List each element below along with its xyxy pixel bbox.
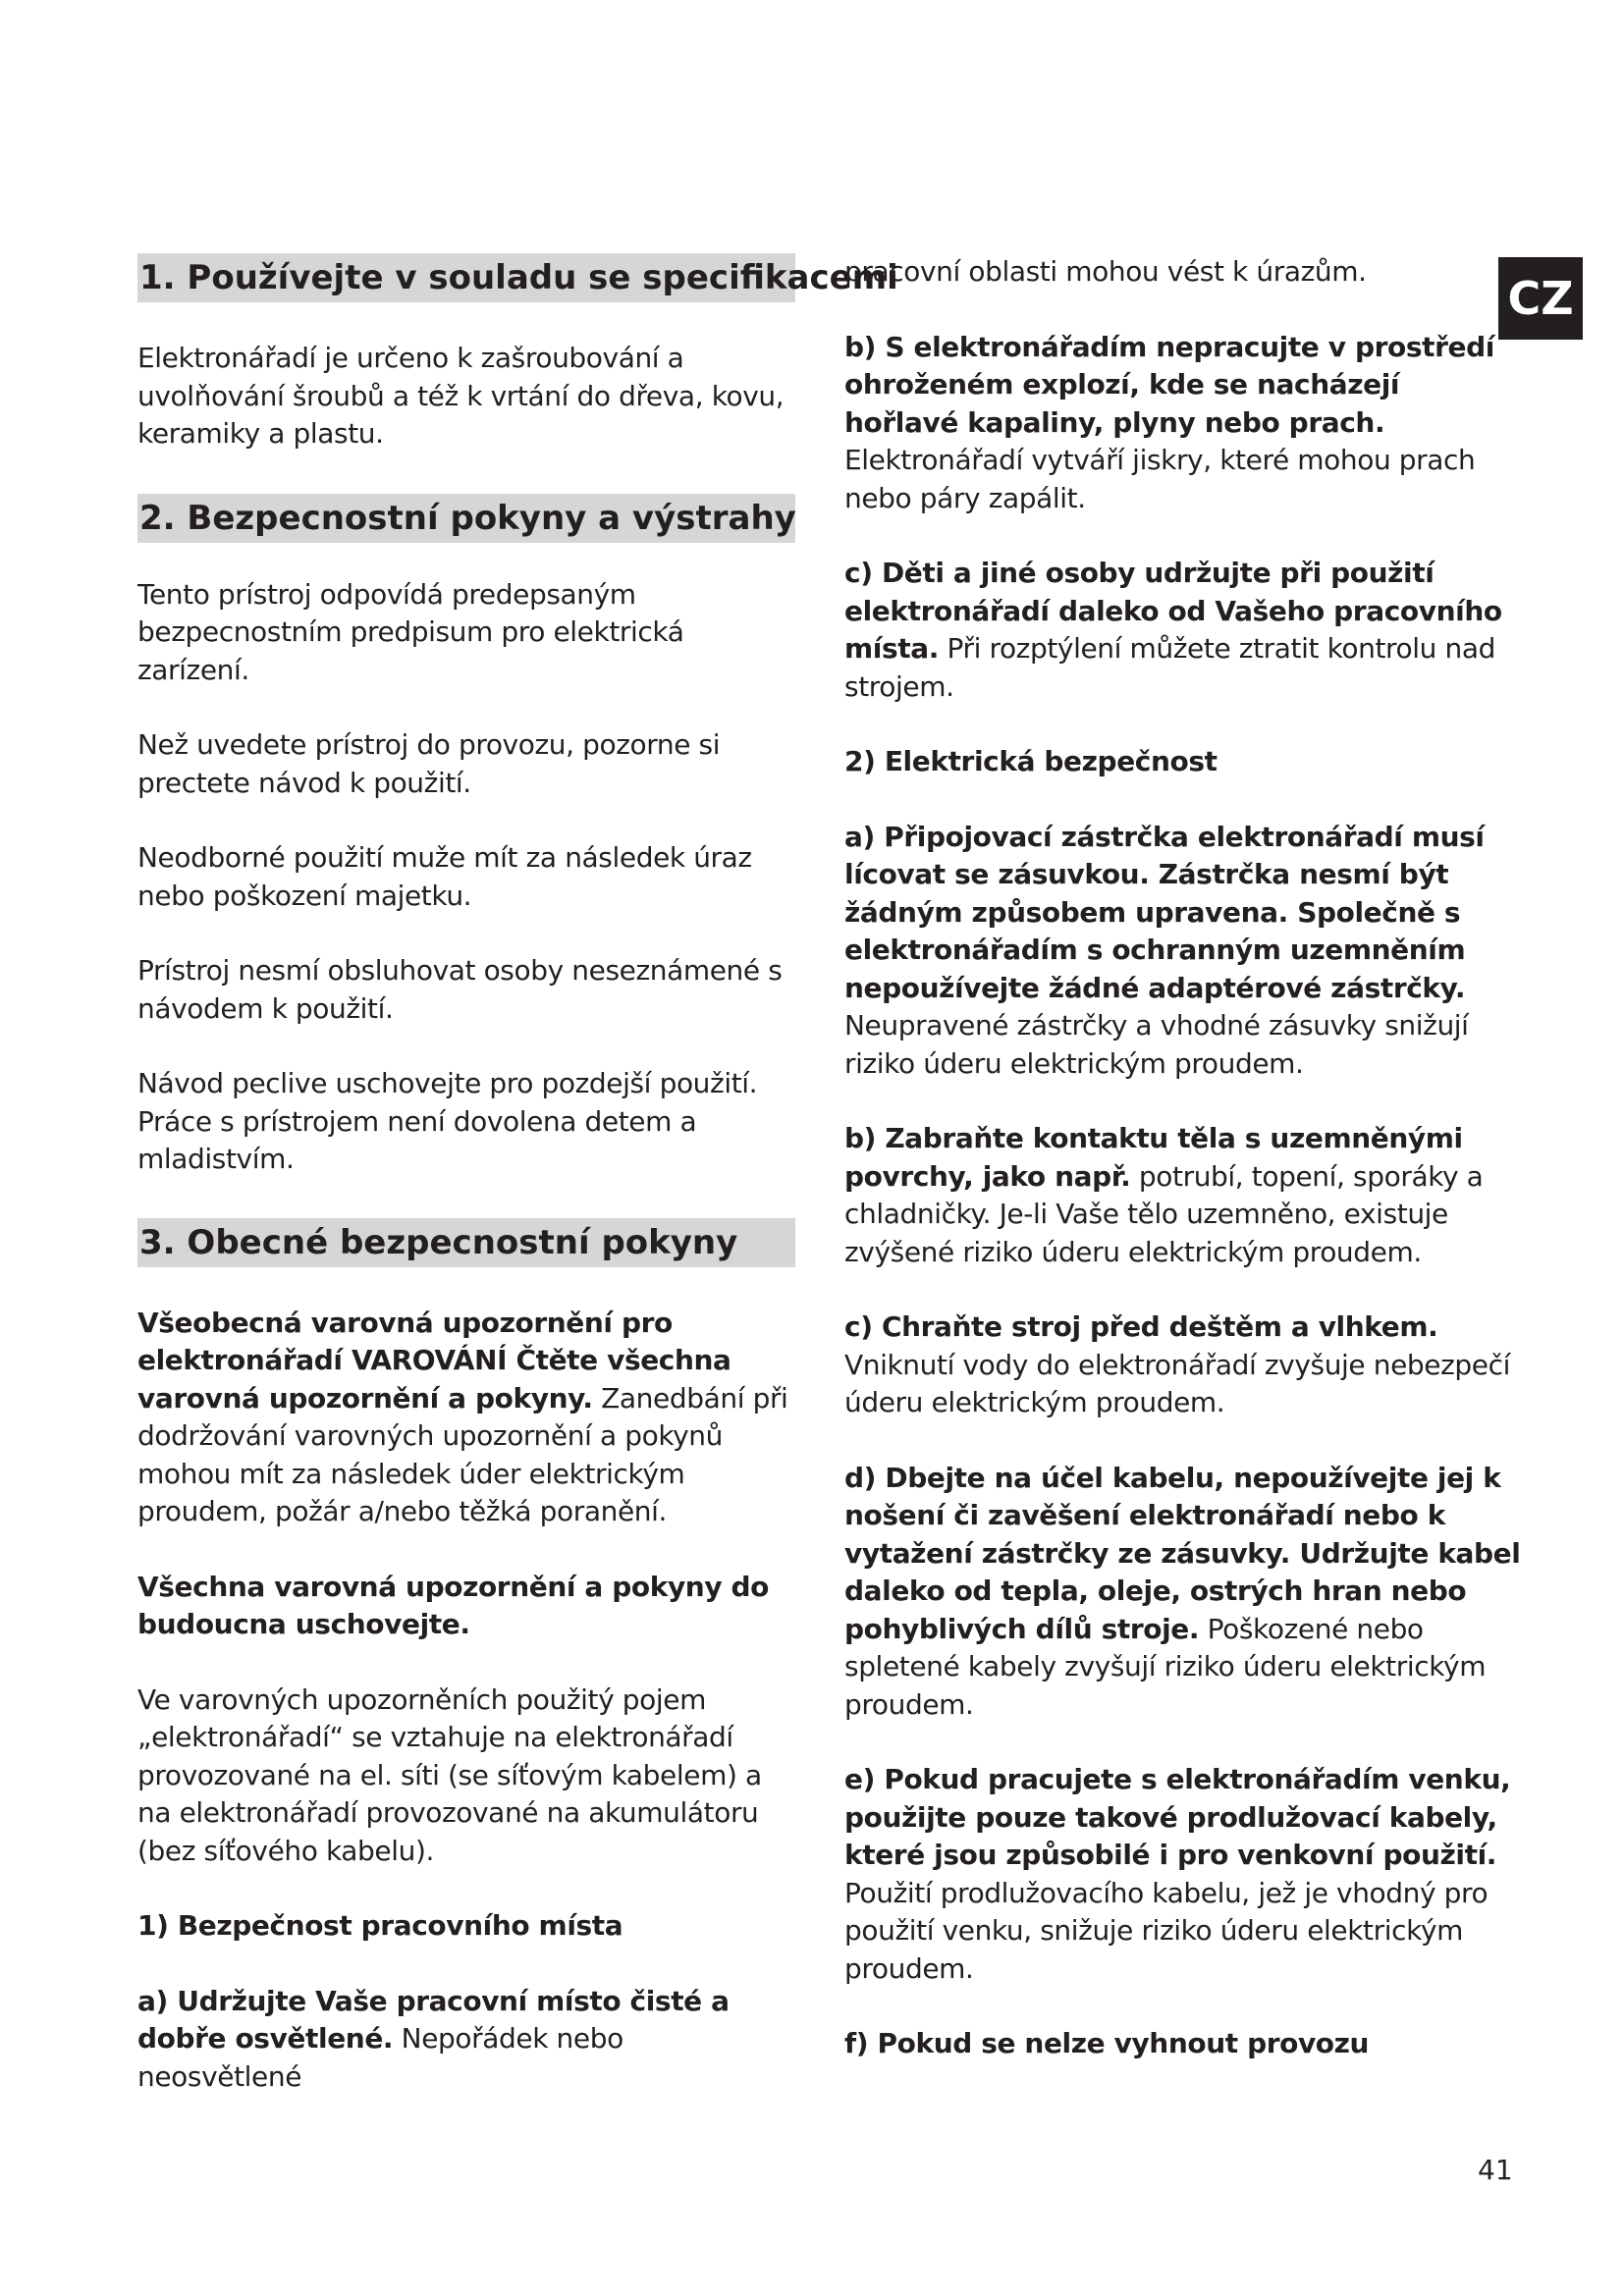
subheading-electrical-safety: 2) Elektrická bezpečnost	[844, 745, 1218, 777]
paragraph-continuation: pracovní oblasti mohou vést k úrazům.	[844, 255, 1367, 288]
paragraph-navod: Návod peclive uschovejte pro pozdejší použití. Práce s prístrojem není dovolena detem a mladistvím.	[137, 1067, 758, 1175]
paragraph-explosive	[844, 329, 1522, 518]
outdoor-text: Použití prodlužovacího kabelu, jež je vhodný pro použití venku, snižuje riziko úderu elektrickým proudem.	[844, 1876, 1489, 1985]
children-bold: c) Děti a jiné osoby udržujte při použití elektronářadí daleko od Vašeho pracovního místa.	[844, 557, 1502, 665]
heading-section-2: 2. Bezpecnostní pokyny a výstrahy	[137, 494, 795, 543]
rain-text: Vniknutí vody do elektronářadí zvyšuje nebezpečí úderu elektrickým proudem.	[844, 1348, 1510, 1418]
paragraph-rain	[844, 1308, 1522, 1422]
language-tab-cz: CZ	[1498, 257, 1583, 340]
paragraph-plug	[844, 819, 1522, 1084]
explosive-text: Elektronářadí vytváří jiskry, které mohou prach nebo páry zapálit.	[844, 444, 1476, 514]
general-warnings-bold: Všeobecná varovná upozornění pro elektronářadí VAROVÁNÍ Čtěte všechna varovná upozornění a pokyny.	[137, 1306, 731, 1415]
paragraph-grounded-surfaces	[844, 1120, 1522, 1271]
cable-text: Poškozené nebo spletené kabely zvyšují riziko úderu elektrickým proudem.	[844, 1612, 1487, 1721]
children-text: Při rozptýlení můžete ztratit kontrolu nad strojem.	[844, 632, 1495, 703]
paragraph-cable	[844, 1460, 1522, 1725]
outdoor-bold: e) Pokud pracujete s elektronářadím venku, použijte pouze takové prodlužovací kabely, které jsou způsobilé i pro venkovní použití.	[844, 1763, 1511, 1871]
keep-clean-text: Nepořádek nebo neosvětlené	[137, 2022, 623, 2093]
heading-section-1: 1. Používejte v souladu se specifikacemi	[137, 253, 795, 302]
paragraph-keep-clean	[137, 1983, 795, 2097]
page-number: 41	[1478, 2154, 1513, 2186]
paragraph-pristroj: Prístroj nesmí obsluhovat osoby neseznámené s návodem k použití.	[137, 954, 783, 1025]
grounded-bold: b) Zabraňte kontaktu těla s uzemněnými povrchy, jako např.	[844, 1122, 1463, 1193]
paragraph-intended-use: Elektronářadí je určeno k zašroubování a uvolňování šroubů a též k vrtání do dřeva, kovu, keramiky a plastu.	[137, 342, 785, 450]
paragraph-keep-warnings: Všechna varovná upozornění a pokyny do budoucna uschovejte.	[137, 1570, 770, 1640]
heading-section-3: 3. Obecné bezpecnostní pokyny	[137, 1218, 795, 1267]
right-column	[844, 253, 1522, 2063]
paragraph-power-tool-term: Ve varovných upozorněních použitý pojem „elektronářadí“ se vztahuje na elektronářadí provozované na el. síti (se síťovým kabelem) a na elektronářadí provozované na akumulátoru (bez síťového kabelu).	[137, 1682, 762, 1867]
paragraph-outdoor	[844, 1761, 1522, 1988]
grounded-text: potrubí, topení, sporáky a chladničky. Je-li Vaše tělo uzemněno, existuje zvýšené riziko úderu elektrickým proudem.	[844, 1159, 1484, 1268]
rain-bold: c) Chraňte stroj před deštěm a vlhkem.	[844, 1310, 1438, 1343]
paragraph-children	[844, 555, 1522, 706]
plug-text: Neupravené zástrčky a vhodné zásuvky snižují riziko úderu elektrickým proudem.	[844, 1009, 1469, 1080]
cable-bold: d) Dbejte na účel kabelu, nepoužívejte jej k nošení či zavěšení elektronářadí nebo k vytažení zástrčky ze zásuvky. Udržujte kabel daleko od tepla, oleje, ostrých hran nebo pohyblivých dílů stroje.	[844, 1461, 1521, 1645]
general-warnings-text: Zanedbání při dodržování varovných upozornění a pokynů mohou mít za následek úder elektrickým proudem, požár a/nebo těžká poranění.	[137, 1381, 788, 1527]
left-column	[137, 253, 898, 2096]
paragraph-damp-operation: f) Pokud se nelze vyhnout provozu	[844, 2027, 1370, 2059]
paragraph-neodborne: Neodborné použití muže mít za následek úraz nebo poškození majetku.	[137, 841, 752, 912]
paragraph-general-warnings	[137, 1305, 795, 1531]
explosive-bold: b) S elektronářadím nepracujte v prostředí ohroženém explozí, kde se nacházejí hořlavé kapaliny, plyny nebo prach.	[844, 330, 1494, 439]
subheading-workplace-safety: 1) Bezpečnost pracovního místa	[137, 1909, 623, 1942]
paragraph-nez: Než uvedete prístroj do provozu, pozorne si prectete návod k použití.	[137, 728, 721, 799]
keep-clean-bold: a) Udržujte Vaše pracovní místo čisté a dobře osvětlené.	[137, 1984, 730, 2055]
paragraph-tento: Tento prístroj odpovídá predepsaným bezpecnostním predpisum pro elektrická zarízení.	[137, 577, 684, 686]
plug-bold: a) Připojovací zástrčka elektronářadí musí lícovat se zásuvkou. Zástrčka nesmí být žádným způsobem upravena. Společně s elektronářadím s ochranným uzemněním nepoužívejte žádné adaptérové zástrčky.	[844, 820, 1485, 1004]
